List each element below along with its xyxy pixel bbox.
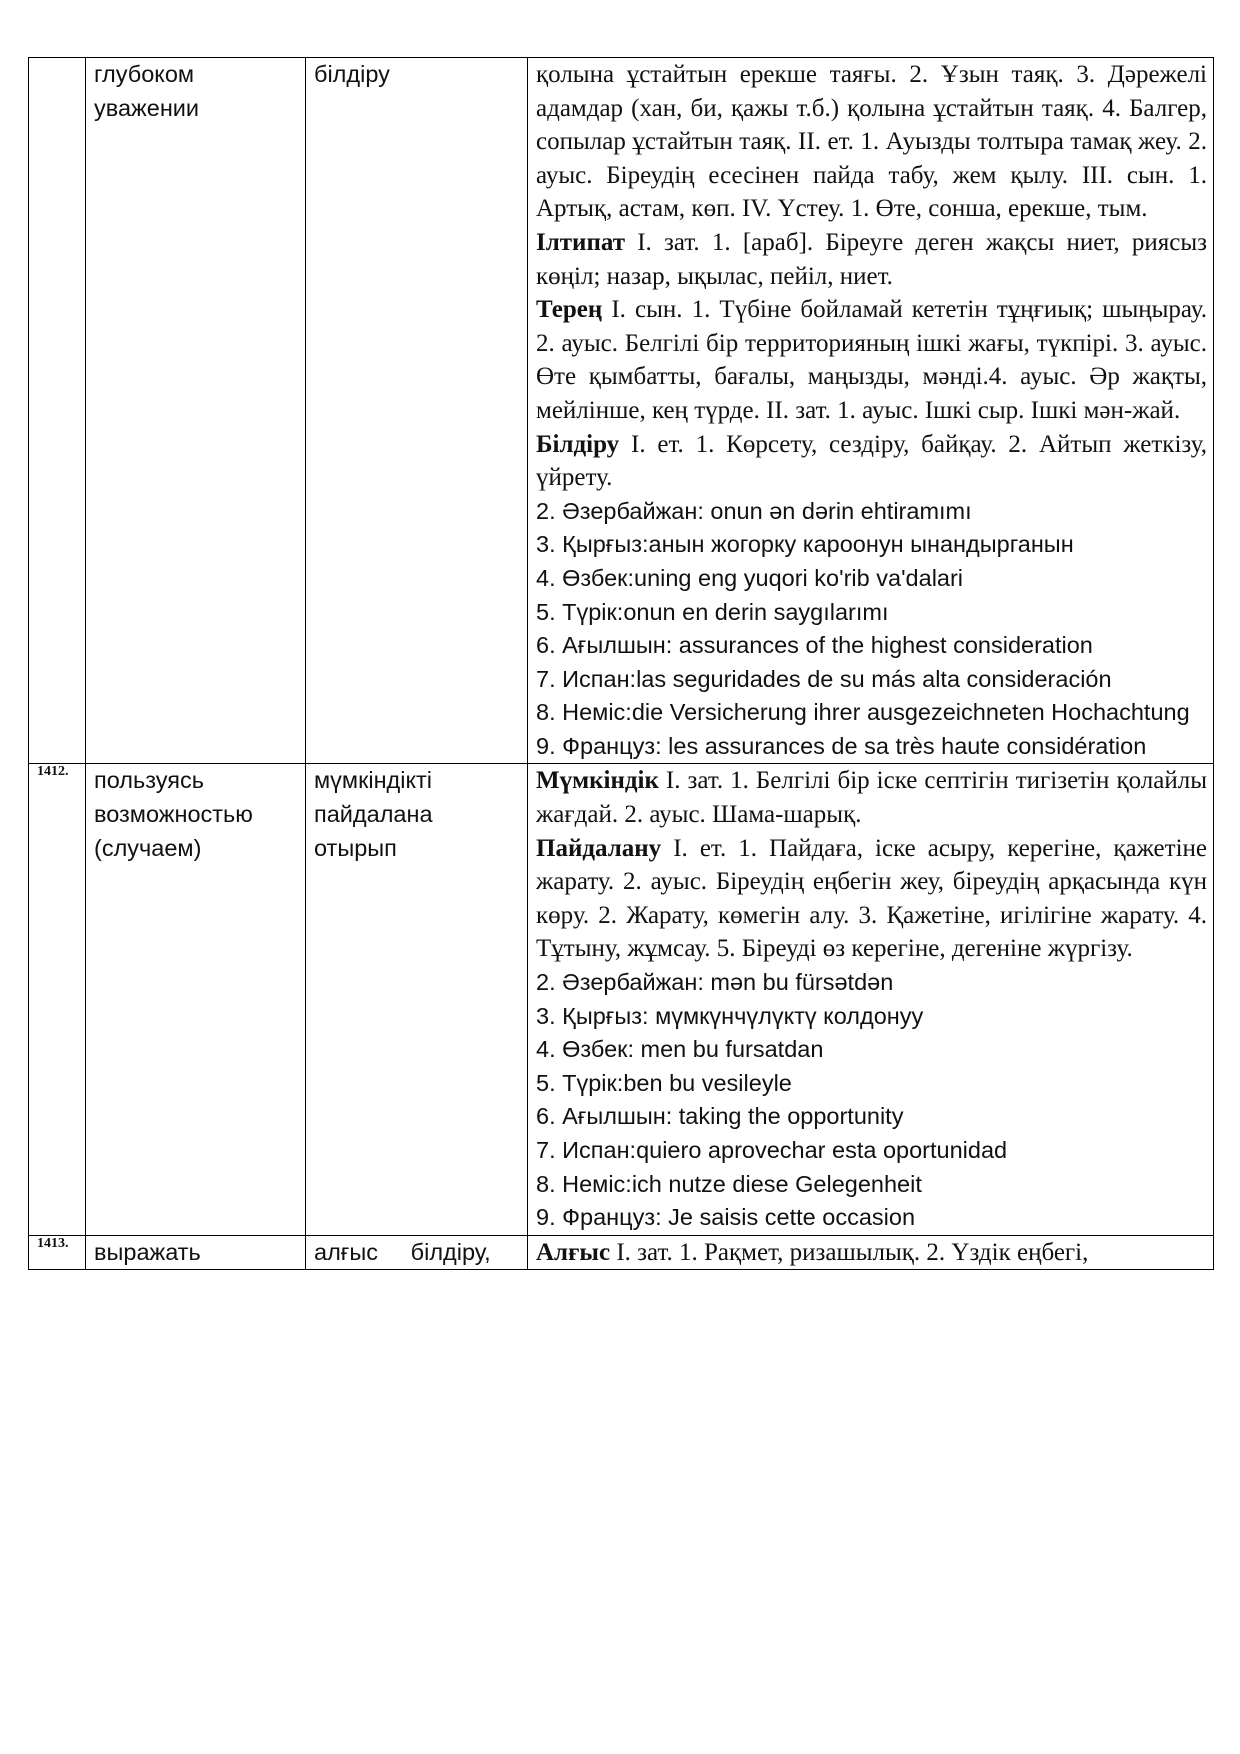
russian-term: глубоком уважении: [86, 58, 306, 764]
translation-line: 6. Ағылшын: taking the opportunity: [536, 1103, 904, 1130]
translation-line: 5. Түрік:onun en derin saygılarımı: [536, 598, 889, 625]
entry-definition: І. зат. 1. Рақмет, ризашылық. 2. Үздік еңбегі,: [610, 1238, 1089, 1266]
dictionary-entry: [536, 293, 1207, 427]
russian-term: выражать: [86, 1235, 306, 1270]
translation-line: 8. Неміс:die Versicherung ihrer ausgezeichneten Hochachtung: [536, 699, 1190, 726]
definition-cell: [528, 58, 1214, 764]
definition-cell: [528, 764, 1214, 1235]
entry-definition: І. ет. 1. Көрсету, сездіру, байқау. 2. Айтып жеткізу, үйрету.: [536, 430, 1207, 492]
dictionary-entry: [536, 832, 1207, 966]
translation-line: 5. Түрік:ben bu vesileyle: [536, 1069, 792, 1096]
translation-line: 9. Француз: les assurances de sa très haute considération: [536, 732, 1147, 759]
entry-number: [29, 58, 86, 764]
translation-line: 2. Әзербайжан: onun ən dərin ehtiramımı: [536, 497, 972, 524]
dictionary-entry: [536, 428, 1207, 495]
entry-definition: І. ет. 1. Пайдаға, іске асыру, керегіне, қажетіне жарату. 2. ауыс. Біреудің еңбегін жеу, біреудің арқасында күн көру. 2. Жарату, көмегін алу. 3. Қажетіне, игілігіне жарату. 4. Тұтыну, жұмсау. 5. Біреуді өз керегіне, дегеніне жүргізу.: [536, 834, 1207, 963]
table-row: [29, 764, 1214, 1235]
definition-cell: [528, 1235, 1214, 1270]
translation-line: 8. Неміс:ich nutze diese Gelegenheit: [536, 1170, 922, 1197]
translation-line: 9. Француз: Je saisis cette occasion: [536, 1204, 916, 1231]
dictionary-table: [28, 57, 1214, 1270]
entry-headword: Ілтипат: [536, 228, 625, 256]
table-row: [29, 58, 1214, 764]
translation-line: 2. Әзербайжан: mən bu fürsətdən: [536, 969, 894, 996]
translation-line: 3. Қырғыз: мүмкүнчүлүктү колдонуу: [536, 1002, 924, 1029]
translation-line: 6. Ағылшын: assurances of the highest consideration: [536, 632, 1093, 659]
entry-headword: Білдіру: [536, 430, 620, 458]
translation-line: 7. Испан:quiero aprovechar esta oportunidad: [536, 1137, 1008, 1163]
entry-headword: Пайдалану: [536, 834, 662, 862]
entry-headword: Мүмкіндік: [536, 767, 659, 795]
entry-headword: Алғыс: [536, 1238, 611, 1266]
table-row: [29, 1235, 1214, 1270]
entry-definition: І. зат. 1. [араб]. Біреуге деген жақсы ниет, риясыз көңіл; назар, ықылас, пейіл, ниет.: [536, 228, 1207, 290]
dictionary-entry: [536, 1236, 1207, 1270]
entry-headword: Терең: [536, 296, 603, 324]
dictionary-entry: [536, 226, 1207, 293]
kazakh-term: алғыс білдіру,: [306, 1235, 528, 1270]
entry-number: 1413.: [29, 1235, 86, 1270]
definition-text: қолына ұстайтын ерекше таяғы. 2. Ұзын таяқ. 3. Дәрежелі адамдар (хан, би, қажы т.б.) қолына ұстайтын таяқ. 4. Балгер, сопылар ұстайтын таяқ. ІІ. ет. 1. Ауызды толтыра тамақ жеу. 2. ауыс. Біреудің есесінен пайда табу, жем қылу. ІІІ. сын. 1. Артық, астам, көп. IV. Үстеу. 1. Өте, сонша, ерекше, тым.: [536, 61, 1207, 223]
dictionary-table-body: [29, 58, 1214, 1270]
translation-line: 4. Өзбек: men bu fursatdan: [536, 1036, 824, 1063]
kazakh-term: білдіру: [306, 58, 528, 764]
kazakh-term: мүмкіндікті пайдалана отырып: [306, 764, 528, 1235]
translation-line: 7. Испан:las seguridades de su más alta consideración: [536, 665, 1112, 692]
entry-definition: І. сын. 1. Түбіне бойламай кететін тұңғиық; шыңырау. 2. ауыс. Белгілі бір территорияның ішкі жағы, түкпірі. 3. ауыс. Өте қымбатты, бағалы, маңызды, мәнді.4. ауыс. Әр жақты, мейлінше, кең түрде. ІІ. зат. 1. ауыс. Ішкі сыр. Ішкі мән-жай.: [536, 296, 1207, 424]
dictionary-entry: [536, 764, 1207, 831]
entry-definition: І. зат. 1. Белгілі бір іске септігін тигізетін қолайлы жағдай. 2. ауыс. Шама-шарық.: [536, 767, 1207, 829]
translation-line: 4. Өзбек:uning eng yuqori ko'rib va'dalari: [536, 564, 964, 591]
entry-number: 1412.: [29, 764, 86, 1235]
translation-line: 3. Қырғыз:анын жогорку кароонун ынандырганын: [536, 531, 1074, 558]
russian-term: пользуясь возможностью (случаем): [86, 764, 306, 1235]
